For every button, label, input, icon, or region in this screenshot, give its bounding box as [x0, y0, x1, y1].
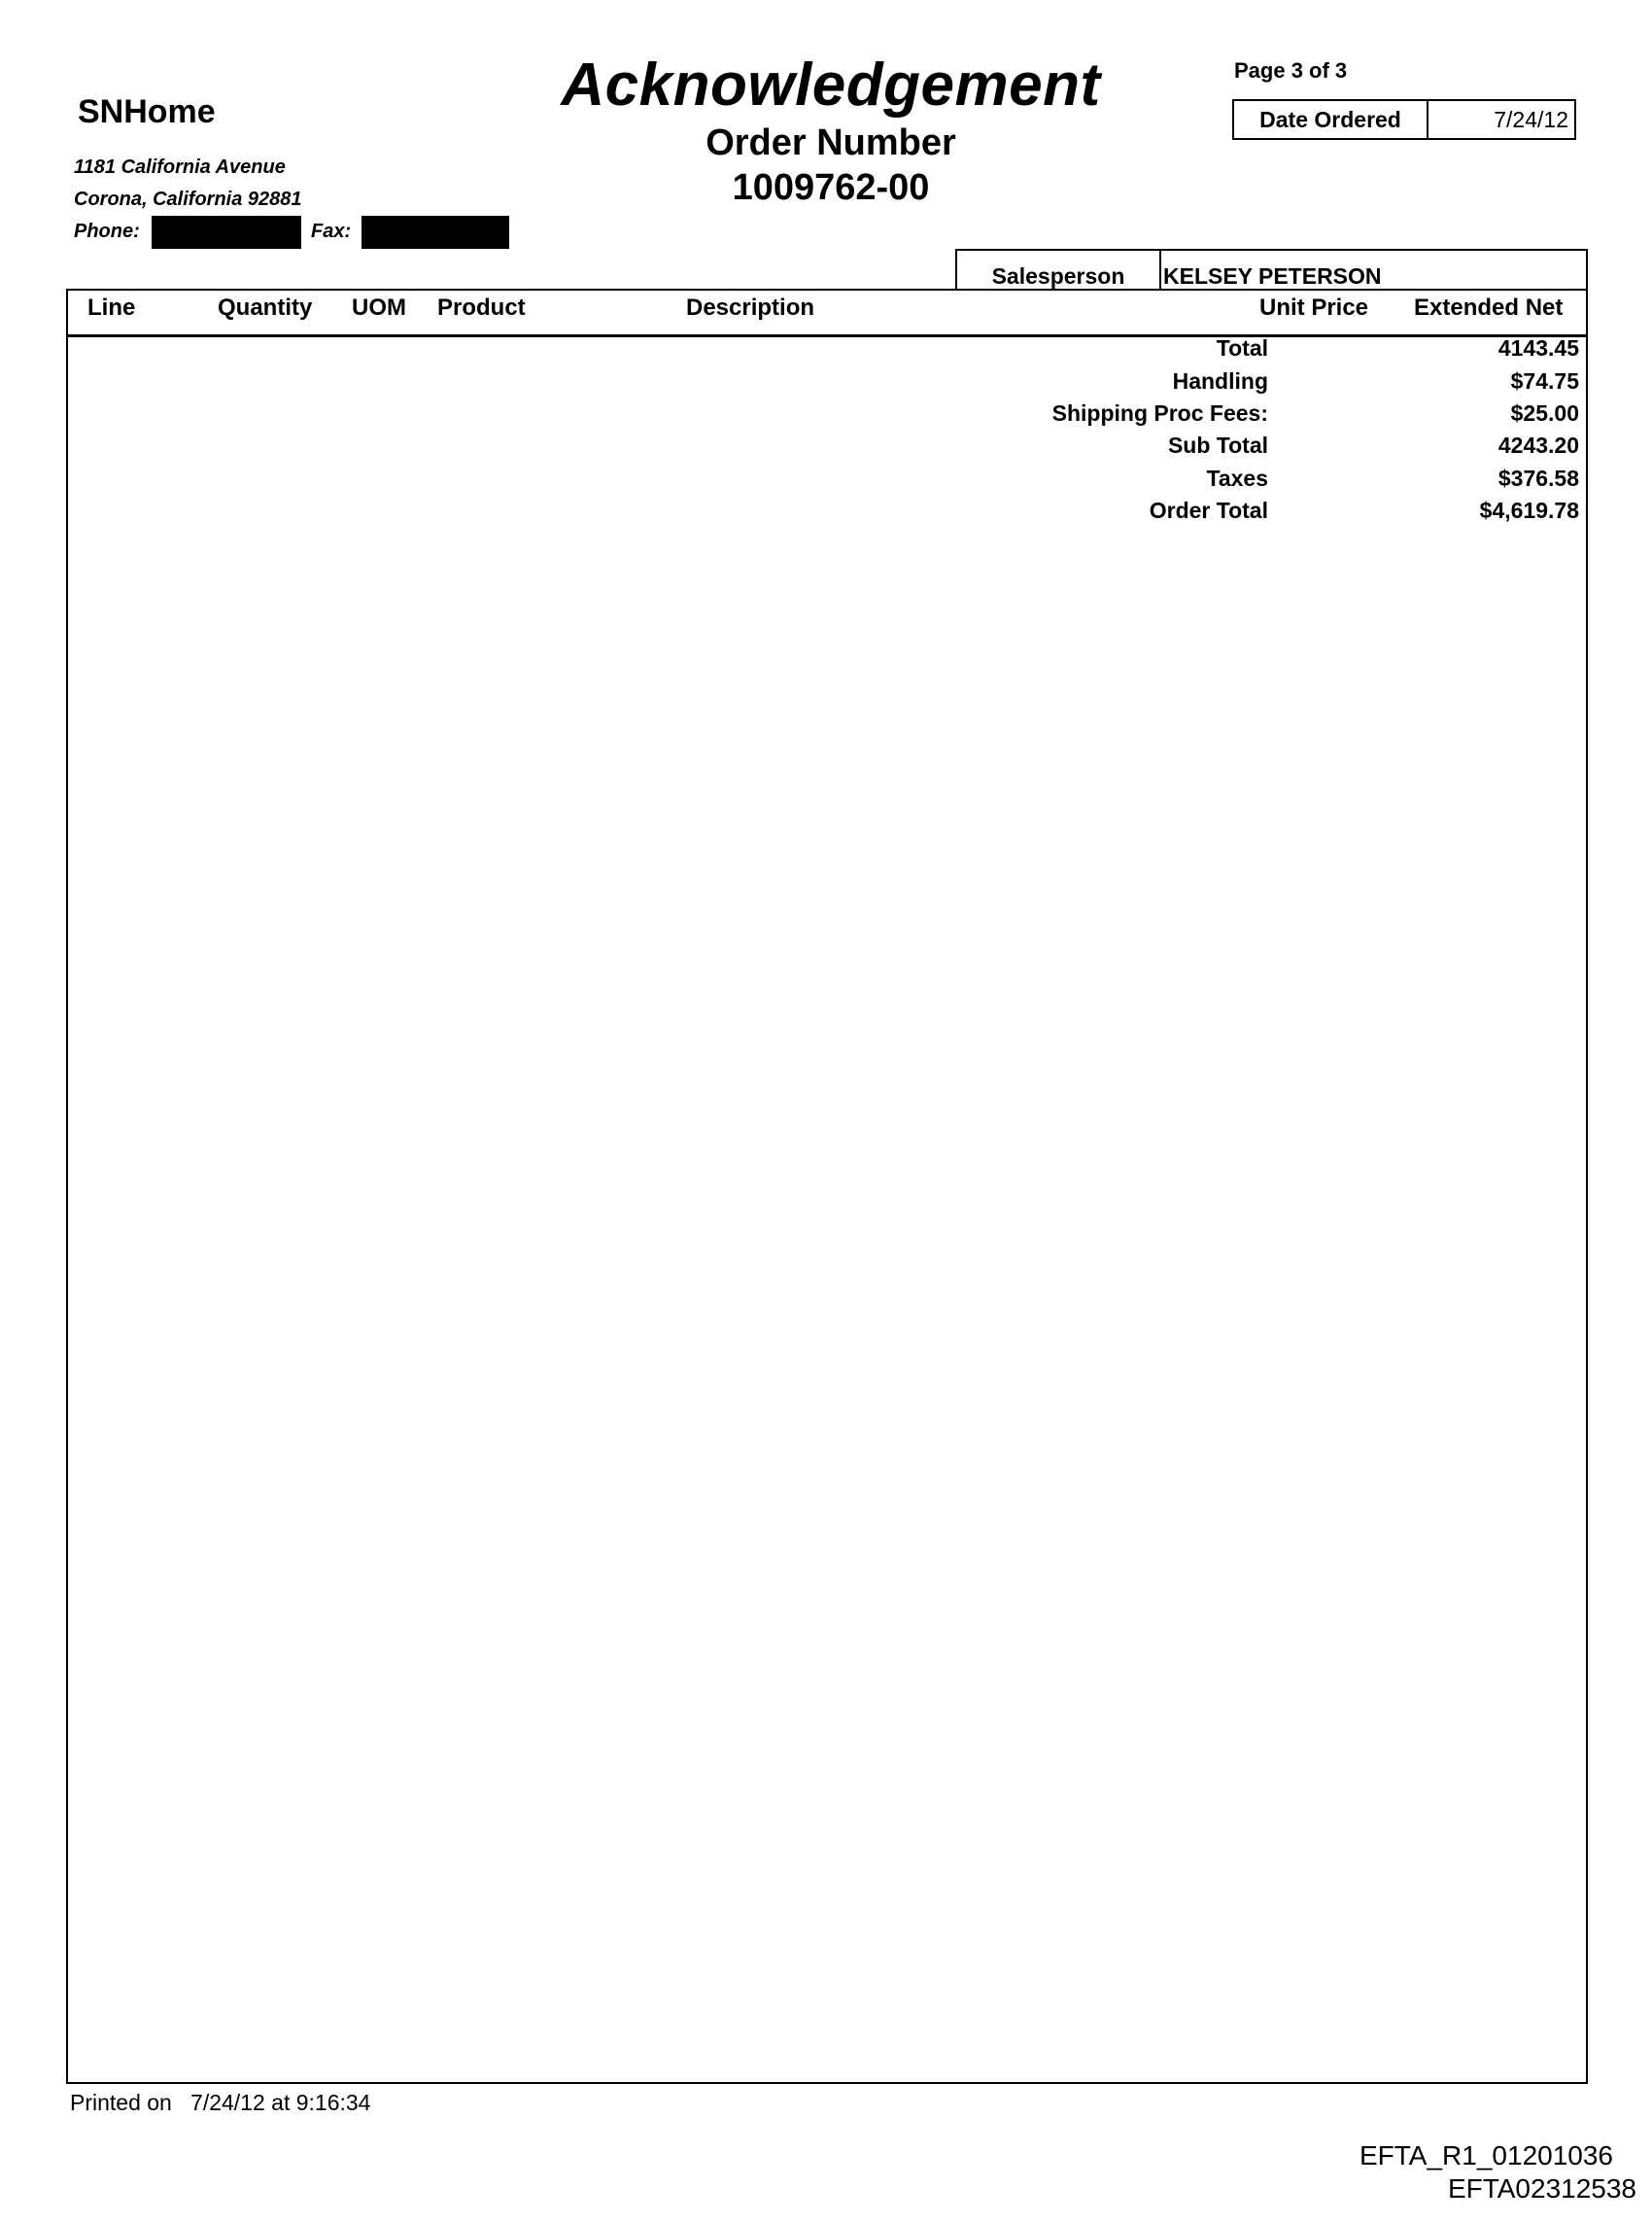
- phone-label: Phone:: [74, 221, 140, 242]
- taxes-value: $376.58: [1497, 466, 1579, 491]
- salesperson-label: Salesperson: [957, 251, 1161, 290]
- date-ordered-box: [1232, 99, 1576, 140]
- bates-number-1: EFTA_R1_01201036: [1359, 2140, 1613, 2170]
- salesperson-box: [955, 249, 1588, 290]
- salesperson-value: KELSEY PETERSON: [1163, 263, 1382, 289]
- order-table: [66, 289, 1588, 2084]
- fax-redaction: [361, 216, 509, 249]
- column-header-product: Product: [437, 295, 526, 321]
- handling-value: $74.75: [1510, 368, 1579, 394]
- handling-label: Handling: [1172, 368, 1268, 394]
- column-header-quantity: Quantity: [218, 295, 313, 321]
- sub-total-value: 4243.20: [1497, 433, 1579, 458]
- date-ordered-label: Date Ordered: [1234, 101, 1428, 138]
- order-number-label: Order Number: [706, 122, 956, 163]
- total-value: 4143.45: [1497, 335, 1579, 361]
- shipping-proc-fees-value: $25.00: [1510, 400, 1579, 426]
- total-label: Total: [1216, 335, 1268, 361]
- fax-label: Fax:: [311, 221, 352, 242]
- printed-on-label: Printed on: [70, 2090, 172, 2115]
- shipping-proc-fees-label: Shipping Proc Fees:: [1051, 400, 1268, 426]
- printed-on-value: 7/24/12 at 9:16:34: [190, 2090, 371, 2115]
- document-title: Acknowledgement: [561, 52, 1101, 119]
- order-total-label: Order Total: [1149, 498, 1268, 523]
- column-header-uom: UOM: [352, 295, 406, 321]
- company-address-line1: 1181 California Avenue: [74, 156, 286, 178]
- company-address-line2: Corona, California 92881: [74, 189, 302, 210]
- column-header-description: Description: [686, 295, 815, 321]
- order-number: 1009762-00: [732, 167, 930, 208]
- bates-number-2: EFTA02312538: [1447, 2173, 1636, 2204]
- sub-total-label: Sub Total: [1167, 433, 1268, 458]
- column-header-line: Line: [87, 295, 136, 321]
- taxes-label: Taxes: [1206, 466, 1268, 491]
- page-info: Page 3 of 3: [1234, 58, 1348, 83]
- order-total-value: $4,619.78: [1479, 498, 1579, 523]
- printed-on: [70, 2090, 370, 2116]
- column-header-unit-price: Unit Price: [1259, 295, 1369, 321]
- company-name: SNHome: [78, 93, 216, 130]
- date-ordered-value: 7/24/12: [1494, 106, 1568, 132]
- column-header-extended-net: Extended Net: [1414, 295, 1564, 321]
- phone-redaction: [152, 216, 301, 249]
